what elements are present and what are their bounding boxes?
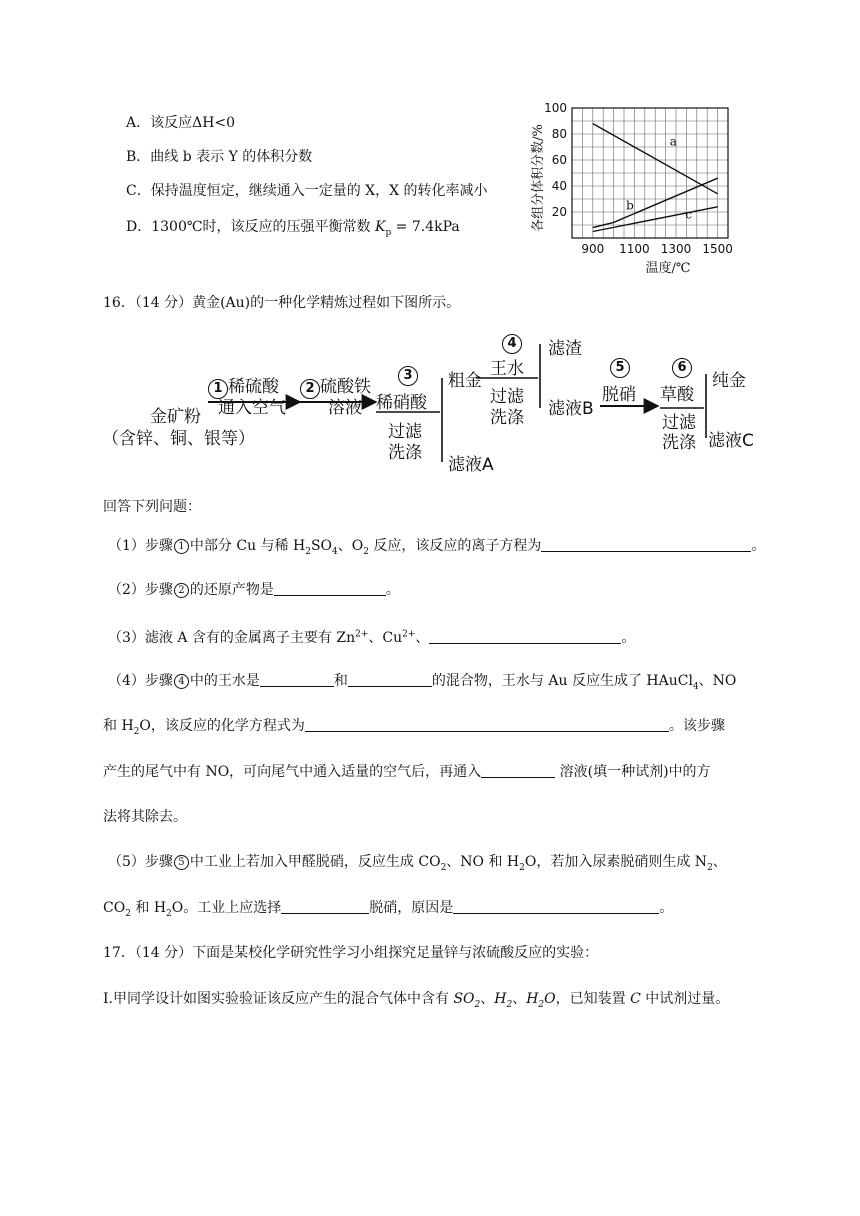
pure-gold: 纯金 (712, 371, 746, 391)
step3-bottom1: 过滤 (388, 422, 422, 442)
series-label-c: c (685, 207, 693, 222)
y-tick-label: 40 (551, 179, 567, 193)
step1-number: 1 (208, 379, 228, 399)
answer-blank-4b[interactable] (348, 672, 432, 687)
step2-number: 2 (300, 379, 320, 399)
filtrate-c: 滤液C (708, 431, 754, 451)
series-label-b: b (626, 198, 634, 213)
option-d-kp-sub: p (385, 227, 392, 238)
answer-intro: 回答下列问题： (103, 499, 201, 515)
answer-blank-2[interactable] (274, 581, 386, 596)
step4-top: 王水 (490, 359, 524, 379)
step-number-mark: 2 (174, 583, 189, 598)
step4-bottom2: 洗涤 (490, 408, 524, 428)
filtrate-b: 滤液B (548, 399, 594, 419)
step5-top: 脱硝 (602, 385, 636, 405)
option-c: C．保持温度恒定，继续通入一定量的 X，X 的转化率减小 (126, 183, 488, 199)
option-b: B．曲线 b 表示 Y 的体积分数 (126, 149, 313, 165)
option-a: A．该反应ΔH<0 (126, 115, 236, 131)
question-2: （2）步骤 2 的还原产物是 。 (108, 582, 400, 598)
step6-number: 6 (672, 358, 692, 378)
step5-number: 5 (610, 358, 630, 378)
series-label-a: a (669, 134, 677, 149)
step3-top: 稀硝酸 (376, 393, 427, 413)
residue: 滤渣 (548, 339, 582, 359)
answer-blank-3[interactable] (429, 629, 621, 644)
step6-top: 草酸 (660, 385, 694, 405)
refining-flow-diagram (0, 0, 860, 480)
x-tick-label: 1500 (702, 242, 733, 256)
option-d-prefix: D．1300℃时，该反应的压强平衡常数 (126, 219, 375, 235)
x-tick-label: 1300 (660, 242, 692, 256)
y-axis-label: 各组分体积分数/% (531, 124, 546, 232)
step1-bottom: 通入空气 (218, 398, 286, 418)
question-1: （1）步骤 1 中部分 Cu 与稀 $H_2SO_4$、$O_2$ 反应，该反应的离子方程为 。 (108, 538, 766, 557)
step-number-mark: 5 (174, 855, 189, 870)
q17-line1: Ⅰ.甲同学设计如图实验验证该反应产生的混合气体中含有 $SO_2$、$H_2$、$H_2O$，已知装置 C 中试剂过量。 (103, 991, 730, 1010)
question-4-line1: （4）步骤 4 中的王水是 和 的混合物，王水与 Au 反应生成了 HAuCl$_4$、NO (108, 673, 737, 692)
step2-top: 硫酸铁 (320, 377, 371, 397)
question-4-line2: 和 $H_2O$，该反应的化学方程式为 。该步骤 (103, 718, 725, 737)
start-material: 金矿粉 (150, 407, 201, 427)
question-4-line4: 法将其除去。 (103, 809, 187, 825)
x-tick-label: 1100 (619, 242, 650, 256)
step4-number: 4 (502, 334, 522, 354)
step3-bottom2: 洗涤 (388, 443, 422, 463)
answer-blank-4a[interactable] (260, 672, 334, 687)
answer-blank-1[interactable] (541, 537, 751, 552)
step2-bottom: 溶液 (328, 398, 362, 418)
y-tick-label: 20 (551, 205, 567, 219)
step6-bottom1: 过滤 (662, 413, 696, 433)
y-tick-label: 80 (551, 127, 567, 141)
step6-bottom2: 洗涤 (662, 433, 696, 453)
question-5-line2: $CO_2$ 和 $H_2O$。工业上应选择 脱硝，原因是 。 (103, 900, 674, 919)
step3-number: 3 (398, 366, 418, 386)
q16-header: 16．（14 分）黄金(Au)的一种化学精炼过程如下图所示。 (103, 295, 461, 311)
answer-blank-4c[interactable] (305, 717, 669, 732)
answer-blank-5b[interactable] (453, 899, 659, 914)
step-number-mark: 4 (174, 674, 189, 689)
step-number-mark: 1 (174, 539, 189, 554)
filtrate-a: 滤液A (448, 455, 494, 475)
question-5-line1: （5）步骤 5 中工业上若加入甲醛脱硝，反应生成 $CO_2$、NO 和 $H_2O$，若加入尿素脱硝则生成 $N_2$、 (108, 854, 727, 873)
y-tick-label: 60 (551, 153, 567, 167)
q17-header: 17．（14 分）下面是某校化学研究性学习小组探究足量锌与浓硫酸反应的实验： (103, 945, 599, 961)
option-d-kp: K (374, 219, 386, 235)
x-tick-label: 900 (581, 242, 605, 256)
x-axis-label: 温度/℃ (645, 261, 691, 276)
flow-lines (0, 0, 860, 480)
answer-blank-4d[interactable] (481, 763, 555, 778)
question-3: （3）滤液 A 含有的金属离子主要有 $Zn^{2+}$、$Cu^{2+}$、 。 (108, 629, 636, 646)
answer-blank-5a[interactable] (281, 899, 369, 914)
option-d-suffix: = 7.4kPa (391, 219, 460, 235)
y-tick-label: 100 (544, 101, 567, 115)
crude-gold: 粗金 (448, 371, 482, 391)
step4-bottom1: 过滤 (490, 387, 524, 407)
step1-top: 稀硫酸 (228, 377, 279, 397)
question-4-line3: 产生的尾气中有 NO，可向尾气中通入适量的空气后，再通入 溶液(填一种试剂)中的方 (103, 764, 711, 780)
start-material-note: （含锌、铜、银等） (102, 429, 255, 449)
